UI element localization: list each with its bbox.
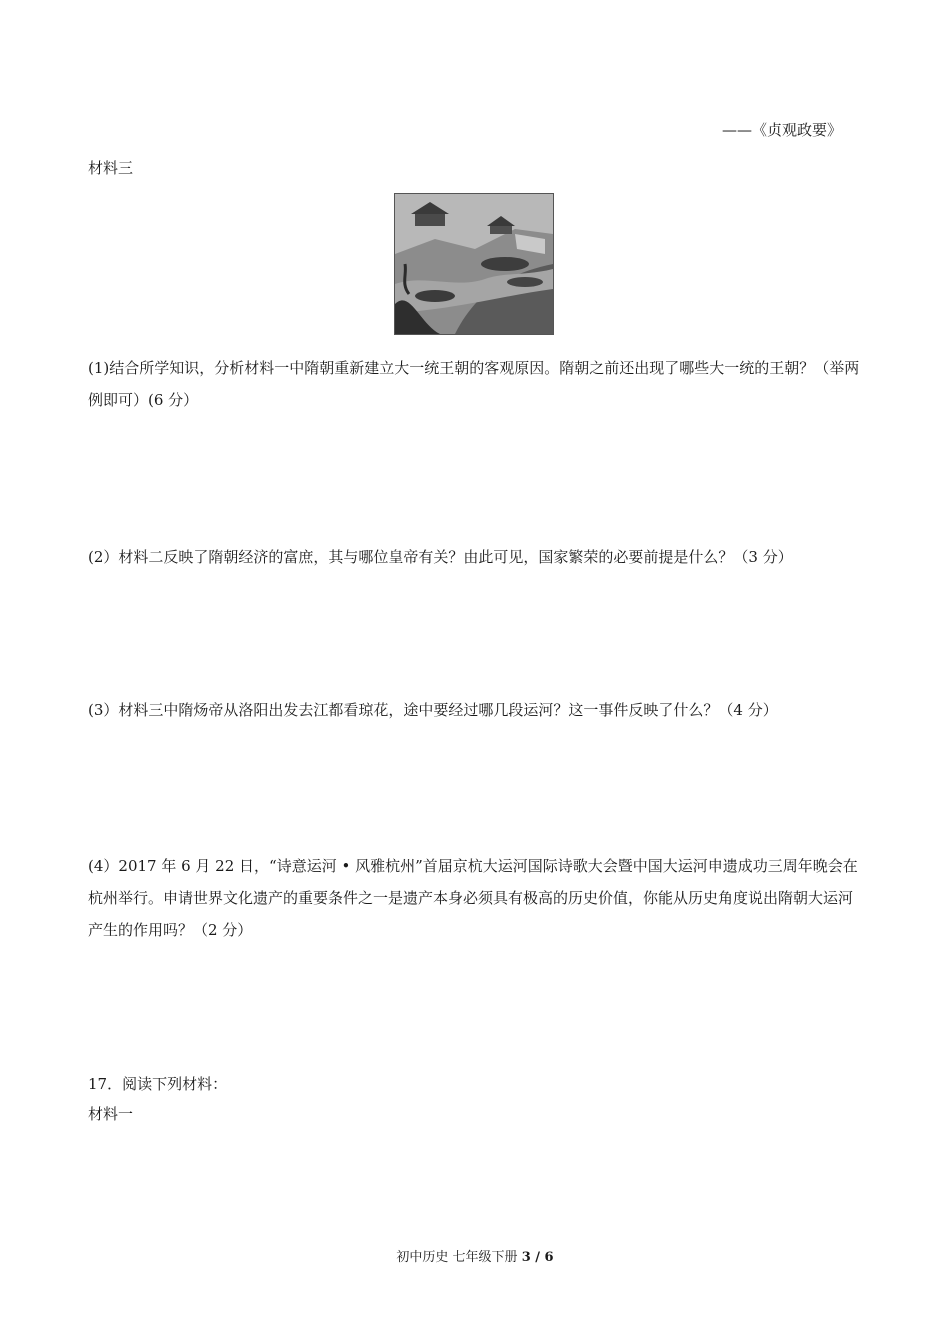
page-footer [0, 1248, 950, 1268]
question-4: (4）2017 年 6 月 22 日，“诗意运河 • 风雅杭州”首届京杭大运河国际诗歌大会暨中国大运河申遗成功三周年晚会在杭州举行。申请世界文化遗产的重要条件之一是遗产本身必须具有极高的历史价值，你能从历史角度说出隋朝大运河产生的作用吗？（2 分） [88, 857, 858, 939]
canal-painting-image [394, 193, 554, 335]
question-17-material-1-label: 材料一 [88, 1105, 134, 1123]
question-2: (2）材料二反映了隋朝经济的富庶，其与哪位皇帝有关？由此可见，国家繁荣的必要前提是什么？（3 分） [88, 548, 793, 566]
question-1: (1)结合所学知识，分析材料一中隋朝重新建立大一统王朝的客观原因。隋朝之前还出现了哪些大一统的王朝？（举两例即可）(6 分） [88, 359, 860, 409]
question-17-title: 17．阅读下列材料： [88, 1075, 228, 1093]
material-3-label: 材料三 [88, 159, 134, 177]
footer-page-number: 3 / 6 [521, 1250, 554, 1265]
source-citation: ——《贞观政要》 [722, 121, 843, 139]
question-3: (3）材料三中隋炀帝从洛阳出发去江都看琼花，途中要经过哪几段运河？这一事件反映了什么？（4 分） [88, 701, 778, 719]
footer-course: 初中历史 七年级下册 [396, 1250, 518, 1265]
